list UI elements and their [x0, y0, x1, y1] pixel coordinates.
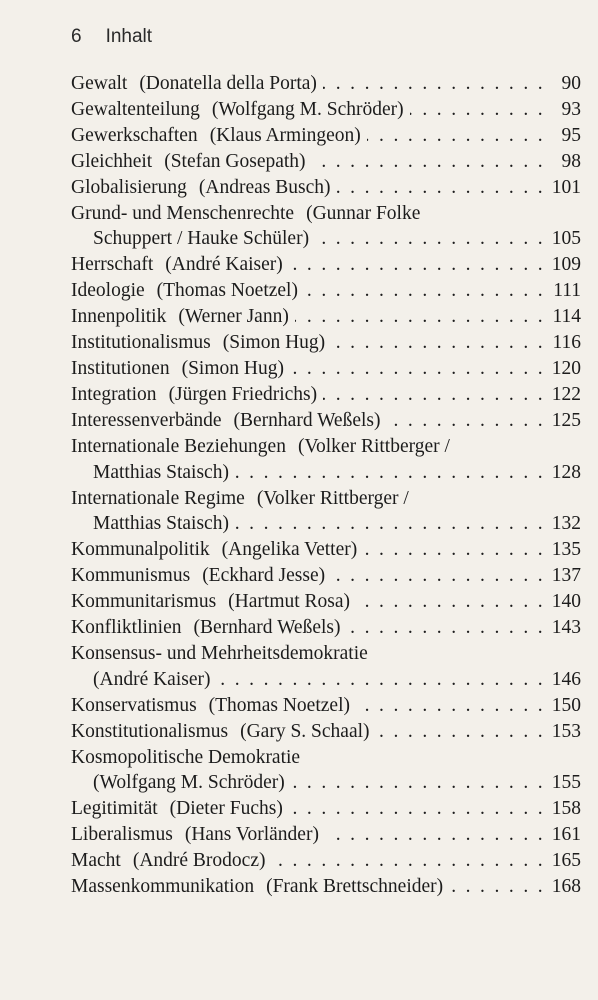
toc-entry-line — [71, 745, 581, 771]
toc-entry-page: 98 — [561, 150, 581, 172]
toc-entry-page: 168 — [551, 876, 581, 898]
toc-entry-title: Konsensus- und Mehrheitsdemokratie — [71, 642, 368, 664]
toc-entry-page: 111 — [553, 280, 581, 302]
toc-entry-page: 90 — [561, 73, 581, 94]
toc-entry-page: 150 — [551, 694, 581, 716]
toc-entry-line — [71, 537, 581, 563]
toc-entry — [71, 615, 581, 641]
toc-entry — [71, 382, 581, 408]
toc-entry-author: (Bernhard Weßels) — [193, 617, 341, 639]
toc-entry-author: (Hans Vorländer) — [184, 824, 319, 846]
toc-entry-continuation-line — [71, 460, 581, 486]
toc-entry-title: Legitimität — [71, 798, 158, 820]
toc-entry-title: Institutionalismus — [71, 332, 211, 354]
toc-entry-line — [71, 796, 581, 822]
toc-entry — [71, 304, 581, 330]
dot-leader — [289, 796, 545, 822]
toc-entry-title: Grund- und Menschenrechte — [71, 202, 295, 224]
toc-entry — [71, 874, 581, 900]
toc-entry-author: (Andreas Busch) — [198, 176, 331, 198]
toc-entry-title: Innenpolitik — [71, 306, 167, 328]
dot-leader — [449, 874, 545, 900]
toc-entry — [71, 123, 581, 149]
toc-entry-author: (Thomas Noetzel) — [156, 280, 298, 302]
toc-entry-line — [71, 304, 581, 330]
toc-entry-title: Internationale Beziehungen — [71, 435, 286, 457]
toc-entry-title: Kommunalpolitik — [71, 539, 210, 561]
toc-entry-line — [71, 71, 581, 97]
toc-entry — [71, 848, 581, 874]
toc-entry-line — [71, 97, 581, 123]
toc-entry — [71, 356, 581, 382]
dot-leader — [356, 589, 545, 615]
toc-entry-line — [71, 693, 581, 719]
dot-leader — [235, 511, 545, 537]
toc-entry-line — [71, 589, 581, 615]
toc-entry-title: Integration — [71, 383, 157, 405]
toc-entry-line — [71, 641, 581, 667]
dot-leader — [367, 123, 545, 149]
toc-entry — [71, 796, 581, 822]
toc-entry-author: (Donatella della Porta) — [139, 73, 317, 94]
toc-entry-line — [71, 563, 581, 589]
toc-entry-page: 109 — [551, 254, 581, 276]
toc-entry — [71, 537, 581, 563]
dot-leader — [363, 537, 545, 563]
toc-entry-line — [71, 356, 581, 382]
toc-entry-page: 114 — [552, 306, 581, 328]
toc-entry-title: Gleichheit — [71, 150, 153, 172]
toc-entry — [71, 201, 581, 253]
toc-entry-title: Konservatismus — [71, 694, 197, 716]
running-head — [71, 26, 152, 48]
toc-entry — [71, 149, 581, 175]
toc-entry-title: Gewerkschaften — [71, 124, 198, 146]
toc-entry-line — [71, 382, 581, 408]
dot-leader — [290, 356, 545, 382]
toc-entry-page: 146 — [551, 668, 581, 690]
toc-entry-page: 165 — [551, 850, 581, 872]
toc-entry-line — [71, 278, 581, 304]
dot-leader — [291, 770, 545, 796]
dot-leader — [337, 175, 546, 201]
toc-entry-page: 125 — [551, 409, 581, 431]
toc-entry-continuation-line — [71, 667, 581, 693]
toc-entry-author: (Werner Jann) — [178, 306, 289, 328]
toc-entry — [71, 278, 581, 304]
toc-entry-author-continued: (Wolfgang M. Schröder) — [93, 772, 285, 794]
toc-entry-title: Macht — [71, 850, 121, 872]
toc-entry-page: 93 — [561, 98, 581, 120]
toc-entry-page: 135 — [551, 539, 581, 561]
toc-entry-line — [71, 123, 581, 149]
dot-leader — [295, 304, 545, 330]
toc-entry-author: (Gunnar Folke — [306, 202, 421, 224]
toc-entry-line — [71, 434, 581, 460]
toc-entry-page: 116 — [552, 332, 581, 354]
toc-entry-author: (André Brodocz) — [132, 850, 266, 872]
toc-entry — [71, 745, 581, 797]
toc-entry-page: 122 — [551, 383, 581, 405]
toc-entry-page: 105 — [551, 228, 581, 250]
toc-entry-line — [71, 848, 581, 874]
toc-entry-line — [71, 615, 581, 641]
toc-entry-title: Kommunitarismus — [71, 591, 217, 613]
toc-entry-title: Interessenverbände — [71, 409, 222, 431]
dot-leader — [304, 278, 545, 304]
dot-leader — [346, 615, 545, 641]
toc-entry-author: (Gary S. Schaal) — [240, 720, 370, 742]
toc-entry-author: (Stefan Gosepath) — [164, 150, 306, 172]
toc-entry — [71, 641, 581, 693]
toc-entry-page: 140 — [551, 591, 581, 613]
toc-entry — [71, 408, 581, 434]
toc-entry-page: 153 — [551, 720, 581, 742]
toc-entry-author-continued: Matthias Staisch) — [93, 461, 229, 483]
toc-entry-line — [71, 719, 581, 745]
toc-entry-continuation-line — [71, 226, 581, 252]
toc-entry-author: (Dieter Fuchs) — [169, 798, 283, 820]
toc-entry-line — [71, 175, 581, 201]
toc-entry-author: (Frank Brettschneider) — [266, 876, 444, 898]
toc-entry-author: (Simon Hug) — [181, 357, 284, 379]
toc-entry-title: Kosmopolitische Demokratie — [71, 746, 301, 768]
toc-entry — [71, 822, 581, 848]
dot-leader — [235, 460, 545, 486]
toc-entry — [71, 175, 581, 201]
dot-leader — [315, 226, 545, 252]
toc-entry-line — [71, 486, 581, 512]
dot-leader — [289, 252, 545, 278]
toc-entry-author: (Jürgen Friedrichs) — [168, 383, 318, 405]
running-head-title: Inhalt — [105, 26, 153, 47]
toc-entry — [71, 563, 581, 589]
toc-entry-line — [71, 252, 581, 278]
toc-entry-page: 95 — [561, 124, 581, 146]
toc-entry-title: Liberalismus — [71, 824, 173, 846]
toc-entry-author-continued: Schuppert / Hauke Schüler) — [93, 228, 310, 250]
toc-entry — [71, 434, 581, 486]
toc-entry-title: Herrschaft — [71, 254, 154, 276]
toc-entry-author: (Klaus Armingeon) — [209, 124, 361, 146]
dot-leader — [325, 822, 545, 848]
toc-entry — [71, 97, 581, 123]
toc-entry-title: Ideologie — [71, 280, 145, 302]
dot-leader — [387, 408, 546, 434]
toc-entry-line — [71, 330, 581, 356]
dot-leader — [376, 719, 545, 745]
toc-entry-page: 143 — [551, 617, 581, 639]
toc-entry — [71, 589, 581, 615]
toc-entry-author: (André Kaiser) — [165, 254, 283, 276]
toc-entry-page: 132 — [551, 513, 581, 535]
toc-entry-title: Konstitutionalismus — [71, 720, 229, 742]
toc-entry-author: (Volker Rittberger / — [256, 487, 409, 509]
dot-leader — [356, 693, 545, 719]
toc-entry-author: (Simon Hug) — [222, 332, 326, 354]
toc-entry-continuation-line — [71, 511, 581, 537]
dot-leader — [410, 97, 545, 123]
toc-entry-author-continued: (André Kaiser) — [93, 668, 211, 690]
toc-entry-page: 155 — [551, 772, 581, 794]
toc-entry-line — [71, 408, 581, 434]
toc-entry — [71, 252, 581, 278]
toc-entry-line — [71, 201, 581, 227]
toc-entry-author: (Angelika Vetter) — [221, 539, 358, 561]
dot-leader — [271, 848, 545, 874]
toc-entry-line — [71, 822, 581, 848]
toc-entry — [71, 486, 581, 538]
dot-leader — [217, 667, 546, 693]
toc-entry-title: Konfliktlinien — [71, 617, 182, 639]
dot-leader — [331, 330, 545, 356]
toc-entry — [71, 330, 581, 356]
toc-entry — [71, 71, 581, 97]
toc-entry — [71, 719, 581, 745]
toc-entry-title: Internationale Regime — [71, 487, 245, 509]
toc-entry-title: Gewalt — [71, 73, 128, 94]
toc-entry-author: (Bernhard Weßels) — [233, 409, 381, 431]
dot-leader — [323, 382, 545, 408]
table-of-contents — [71, 71, 581, 900]
toc-entry-author-continued: Matthias Staisch) — [93, 513, 229, 535]
toc-entry-title: Globalisierung — [71, 176, 187, 198]
toc-entry-title: Kommunismus — [71, 565, 191, 587]
toc-entry-page: 120 — [551, 357, 581, 379]
toc-entry-title: Massenkommunikation — [71, 876, 255, 898]
toc-entry-continuation-line — [71, 770, 581, 796]
toc-entry-page: 101 — [551, 176, 581, 198]
toc-entry-title: Institutionen — [71, 357, 170, 379]
page-number: 6 — [71, 26, 82, 47]
toc-entry-page: 137 — [551, 565, 581, 587]
dot-leader — [312, 149, 545, 175]
toc-entry-page: 161 — [551, 824, 581, 846]
toc-entry-page: 158 — [551, 798, 581, 820]
toc-entry-line — [71, 149, 581, 175]
dot-leader — [323, 71, 545, 97]
toc-entry — [71, 693, 581, 719]
toc-entry-author: (Wolfgang M. Schröder) — [211, 98, 404, 120]
toc-entry-author: (Thomas Noetzel) — [208, 694, 350, 716]
toc-entry-title: Gewaltenteilung — [71, 98, 200, 120]
toc-entry-author: (Volker Rittberger / — [297, 435, 450, 457]
toc-entry-page: 128 — [551, 461, 581, 483]
toc-entry-author: (Hartmut Rosa) — [228, 591, 351, 613]
toc-entry-author: (Eckhard Jesse) — [202, 565, 326, 587]
dot-leader — [331, 563, 545, 589]
toc-entry-line — [71, 874, 581, 900]
